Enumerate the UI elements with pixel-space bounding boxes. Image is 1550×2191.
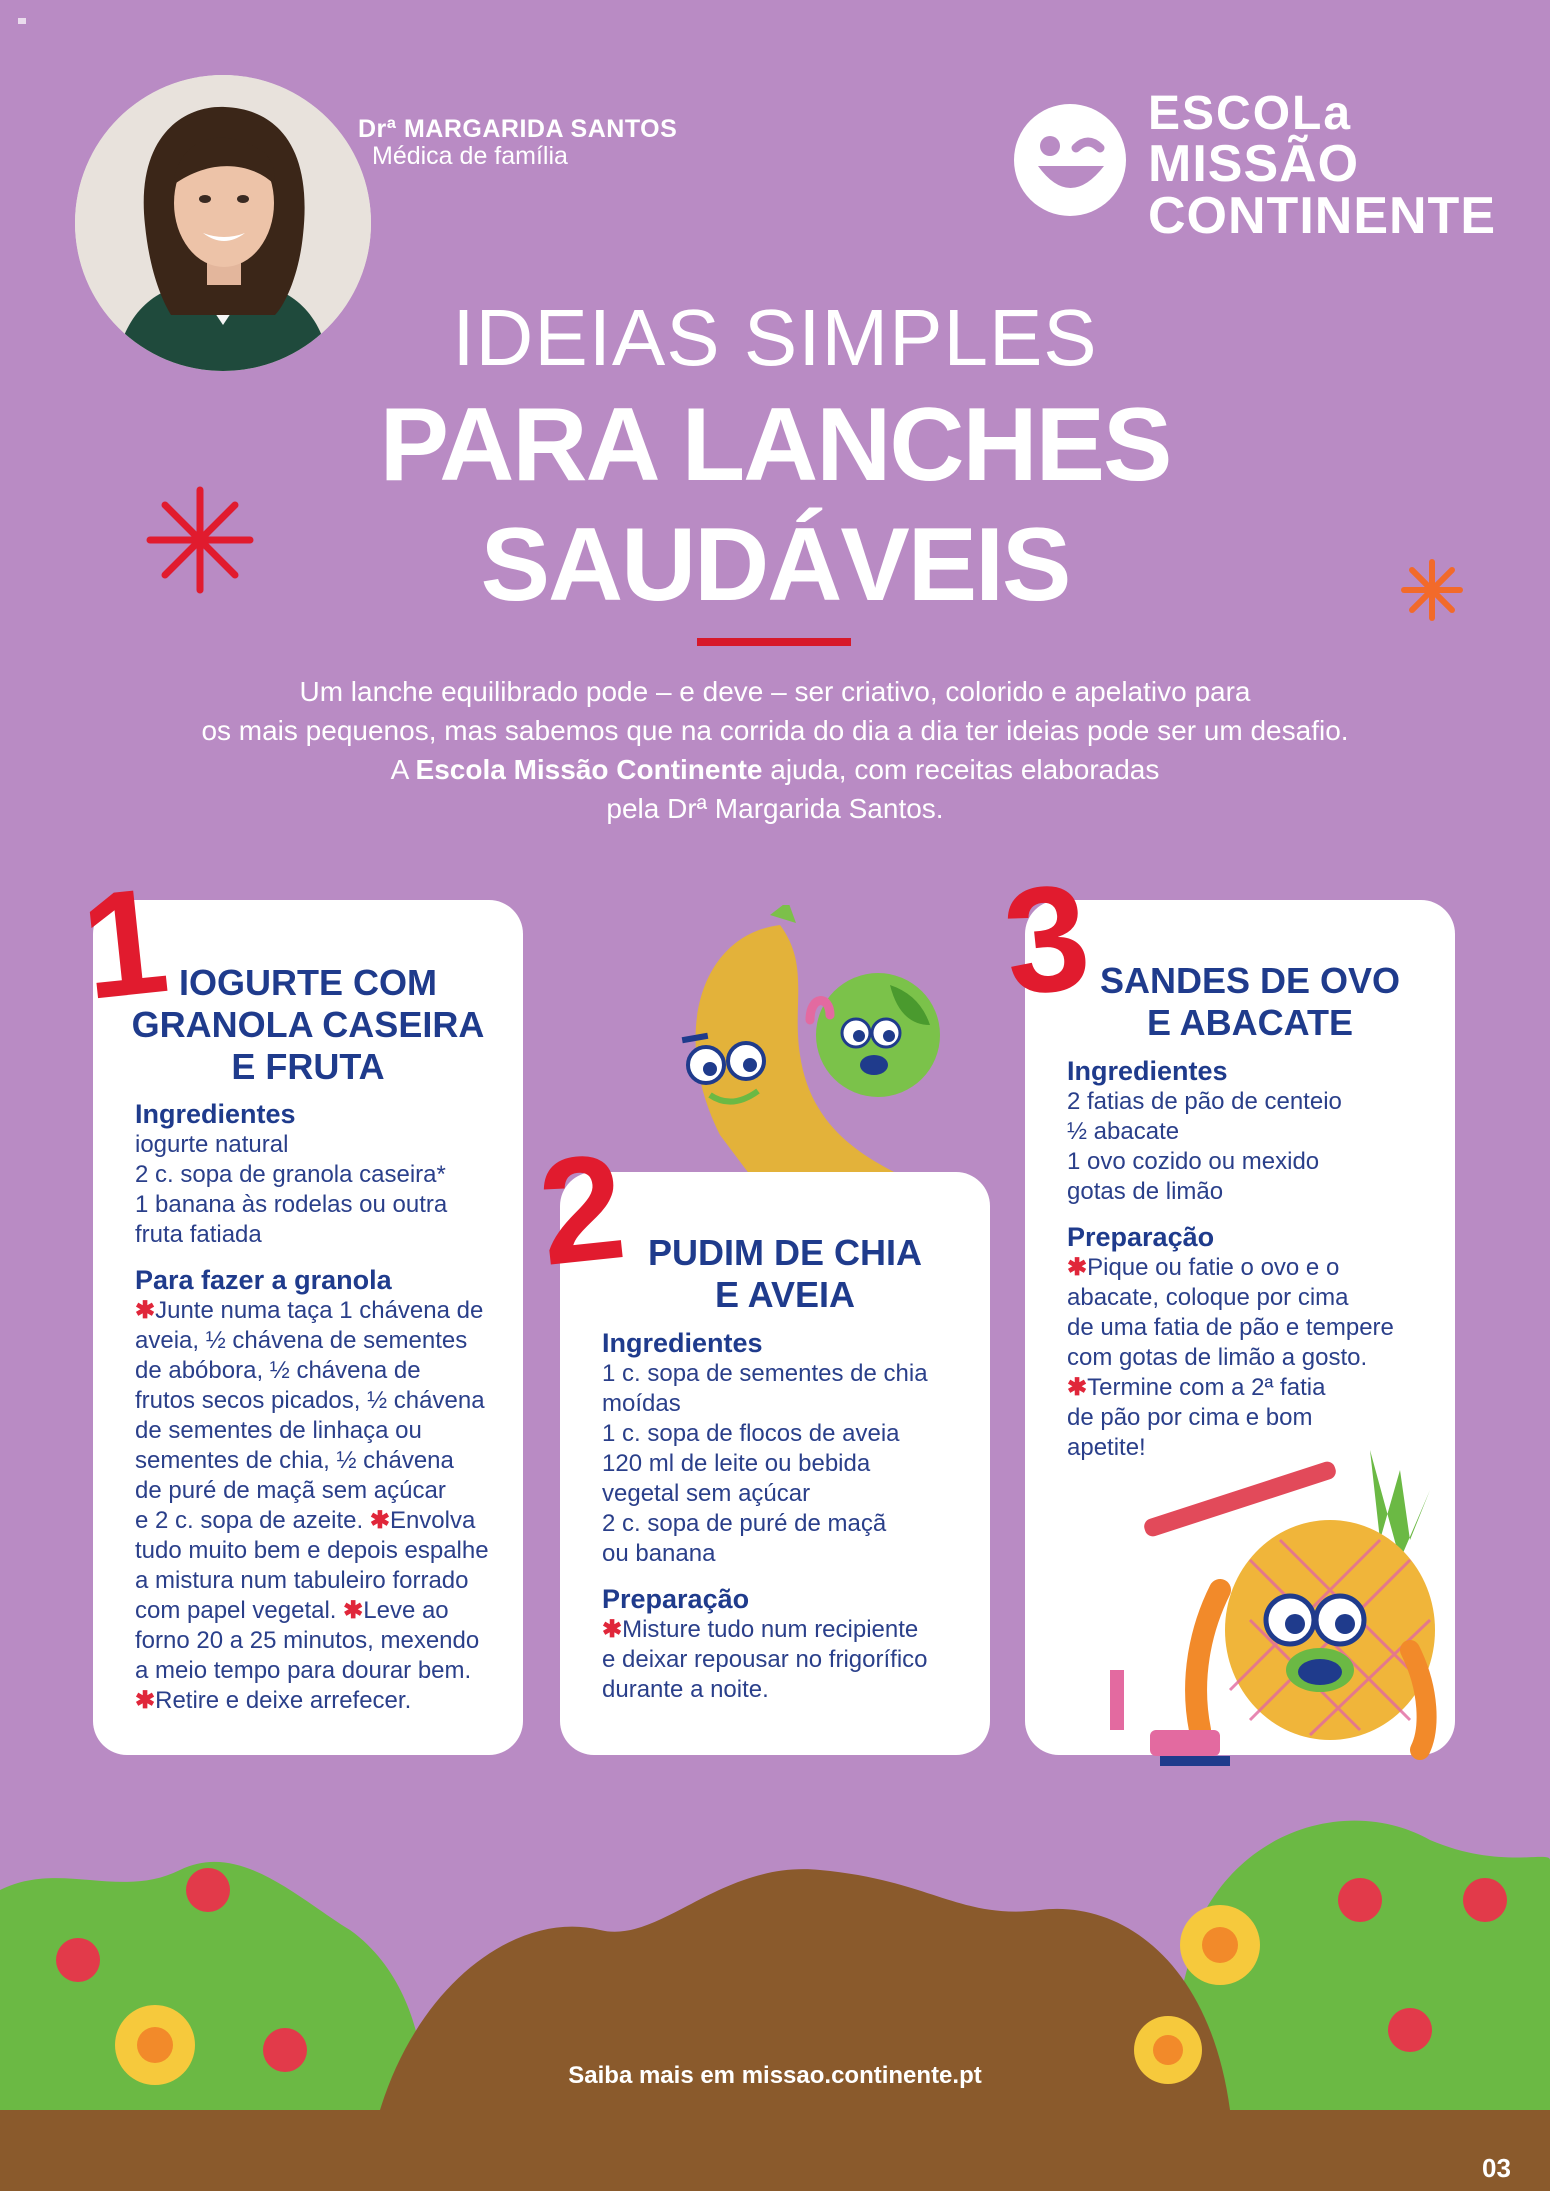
recipe-2-ingredient: 1 c. sopa de flocos de aveia bbox=[602, 1420, 900, 1447]
recipe-2-ingredient: 1 c. sopa de sementes de chia bbox=[602, 1360, 928, 1387]
recipe-1-step-line: aveia, ½ chávena de sementes bbox=[135, 1327, 468, 1354]
recipe-3-step-line: de uma fatia de pão e tempere bbox=[1067, 1314, 1394, 1341]
recipe-1-prep-label: Para fazer a granola bbox=[135, 1265, 392, 1295]
recipe-1-step-text: com papel vegetal. bbox=[135, 1597, 337, 1624]
recipe-1-step-line: de sementes de linhaça ou bbox=[135, 1417, 422, 1444]
recipe-1-step-line: forno 20 a 25 minutos, mexendo bbox=[135, 1627, 480, 1654]
garden-landscape-icon bbox=[0, 1780, 1550, 2191]
recipe-3-title-line-1: SANDES DE OVO bbox=[1099, 960, 1401, 1001]
recipe-1-step-text: Junte numa taça 1 chávena de bbox=[155, 1297, 484, 1324]
intro-line-1: Um lanche equilibrado pode – e deve – ser criativo, colorido e apelativo para bbox=[299, 676, 1251, 707]
recipe-1-ingredient: fruta fatiada bbox=[135, 1221, 262, 1248]
step-asterisk-icon: ✱ bbox=[369, 1507, 390, 1534]
step-asterisk-icon: ✱ bbox=[343, 1597, 364, 1624]
recipe-1-step bbox=[135, 1686, 503, 1716]
recipe-2-step-line: e deixar repousar no frigorífico bbox=[602, 1646, 928, 1673]
step-asterisk-icon: ✱ bbox=[602, 1616, 623, 1643]
recipe-3-ingredient: 1 ovo cozido ou mexido bbox=[1067, 1148, 1320, 1175]
intro-line-2: os mais pequenos, mas sabemos que na corrida do dia a dia ter ideias pode ser um desafio. bbox=[201, 715, 1349, 746]
step-asterisk-icon: ✱ bbox=[1067, 1374, 1088, 1401]
recipe-3-step-line: apetite! bbox=[1067, 1434, 1146, 1461]
intro-line-4: pela Drª Margarida Santos. bbox=[606, 793, 944, 824]
recipe-1-title-line-3: E FRUTA bbox=[231, 1046, 385, 1087]
recipe-1-title-line-2: GRANOLA CASEIRA bbox=[131, 1004, 485, 1045]
recipe-2-step bbox=[602, 1615, 970, 1645]
recipe-1-step-text: Leve ao bbox=[363, 1597, 449, 1624]
red-asterisk-icon bbox=[145, 485, 255, 595]
banana-apple-illustration-icon bbox=[660, 905, 950, 1185]
recipe-number-2: 2 bbox=[531, 1121, 632, 1297]
recipe-title-3 bbox=[1045, 960, 1455, 1044]
logo-line-3: CONTINENTE bbox=[1148, 187, 1496, 245]
recipe-1-ingredient: iogurte natural bbox=[135, 1131, 289, 1158]
recipe-3-step bbox=[1067, 1253, 1435, 1283]
recipe-2-ingredient: 120 ml de leite ou bebida bbox=[602, 1450, 871, 1477]
intro-line-3-post: ajuda, com receitas elaboradas bbox=[762, 754, 1160, 785]
recipe-2-body bbox=[602, 1327, 970, 1705]
recipe-1-step-text: Envolva bbox=[389, 1507, 476, 1534]
recipe-2-step-text: Misture tudo num recipiente bbox=[622, 1616, 919, 1643]
recipe-1-step-line: frutos secos picados, ½ chávena bbox=[135, 1387, 485, 1414]
title-line-1: IDEIAS SIMPLES bbox=[452, 293, 1098, 382]
recipe-3-step bbox=[1067, 1373, 1435, 1403]
recipe-2-title-line-2: E AVEIA bbox=[714, 1274, 856, 1315]
recipe-number-3: 3 bbox=[996, 851, 1097, 1027]
recipe-3-ingredient: 2 fatias de pão de centeio bbox=[1067, 1088, 1342, 1115]
recipe-3-ingredients-label: Ingredientes bbox=[1067, 1056, 1228, 1086]
recipe-3-step-text: Termine com a 2ª fatia bbox=[1087, 1374, 1326, 1401]
recipe-2-prep-label: Preparação bbox=[602, 1584, 750, 1614]
page-number: 03 bbox=[1482, 2153, 1511, 2183]
recipe-2-ingredients-label: Ingredientes bbox=[602, 1328, 763, 1358]
recipe-1-step-line: de puré de maçã sem açúcar bbox=[135, 1477, 446, 1504]
recipe-3-step-line: de pão por cima e bom bbox=[1067, 1404, 1313, 1431]
title-line-3: SAUDÁVEIS bbox=[480, 507, 1070, 623]
footer-link-text: Saiba mais em missao.continente.pt bbox=[568, 2062, 982, 2089]
recipe-1-ingredient: 2 c. sopa de granola caseira* bbox=[135, 1161, 446, 1188]
recipe-1-step-text: Retire e deixe arrefecer. bbox=[155, 1687, 412, 1714]
smiley-wink-icon bbox=[1010, 100, 1130, 220]
recipe-2-ingredient: 2 c. sopa de puré de maçã bbox=[602, 1510, 887, 1537]
logo-wordmark bbox=[1148, 87, 1496, 245]
recipe-card-2 bbox=[531, 1121, 990, 1755]
recipe-1-step-line: tudo muito bem e depois espalhe bbox=[135, 1537, 489, 1564]
title-line-2: PARA LANCHES bbox=[379, 387, 1171, 503]
recipe-1-step-line: de abóbora, ½ chávena de bbox=[135, 1357, 421, 1384]
doctor-role: Médica de família bbox=[372, 142, 568, 170]
corner-mark bbox=[18, 18, 26, 24]
intro-brand: Escola Missão Continente bbox=[415, 754, 763, 785]
recipe-2-ingredient: ou banana bbox=[602, 1540, 716, 1567]
recipe-3-step-text: Pique ou fatie o ovo e o bbox=[1087, 1254, 1340, 1281]
recipe-number-1: 1 bbox=[74, 855, 175, 1031]
recipe-1-step-line bbox=[135, 1506, 503, 1536]
recipe-3-ingredient: ½ abacate bbox=[1067, 1118, 1180, 1145]
recipe-2-title-line-1: PUDIM DE CHIA bbox=[647, 1232, 922, 1273]
doctor-name: Drª MARGARIDA SANTOS bbox=[358, 115, 678, 143]
logo-line-2: MISSÃO bbox=[1148, 135, 1360, 193]
recipe-1-ingredients-label: Ingredientes bbox=[135, 1099, 296, 1129]
recipe-2-ingredient: vegetal sem açúcar bbox=[602, 1480, 811, 1507]
recipe-1-step-line: a meio tempo para dourar bem. bbox=[135, 1657, 472, 1684]
recipe-3-step-line: com gotas de limão a gosto. bbox=[1067, 1344, 1368, 1371]
recipe-2-step-line: durante a noite. bbox=[602, 1676, 769, 1703]
recipe-3-body bbox=[1067, 1055, 1435, 1463]
step-asterisk-icon: ✱ bbox=[1067, 1254, 1088, 1281]
recipe-title-2 bbox=[580, 1232, 990, 1316]
recipe-1-body bbox=[135, 1098, 503, 1716]
recipe-1-title-line-1: IOGURTE COM bbox=[179, 962, 437, 1003]
recipe-1-step bbox=[135, 1296, 503, 1326]
step-asterisk-icon: ✱ bbox=[135, 1297, 156, 1324]
recipe-1-step-line bbox=[135, 1596, 503, 1626]
recipe-3-prep-label: Preparação bbox=[1067, 1222, 1215, 1252]
recipe-1-step-text: e 2 c. sopa de azeite. bbox=[135, 1507, 364, 1534]
logo-line-1: ESCOLa bbox=[1148, 87, 1353, 140]
recipe-3-title-line-2: E ABACATE bbox=[1147, 1002, 1353, 1043]
step-asterisk-icon: ✱ bbox=[135, 1687, 156, 1714]
intro-text bbox=[80, 672, 1470, 828]
orange-asterisk-icon bbox=[1400, 558, 1464, 622]
recipe-title-1 bbox=[93, 962, 523, 1088]
intro-line-3 bbox=[80, 750, 1470, 789]
pineapple-character-icon bbox=[1100, 1430, 1450, 1790]
recipe-3-ingredient: gotas de limão bbox=[1067, 1178, 1224, 1205]
title-divider bbox=[697, 638, 851, 646]
recipe-1-step-line: a mistura num tabuleiro forrado bbox=[135, 1567, 469, 1594]
recipe-2-ingredient: moídas bbox=[602, 1390, 681, 1417]
recipe-1-step-line: sementes de chia, ½ chávena bbox=[135, 1447, 454, 1474]
recipe-card-1 bbox=[74, 855, 523, 1755]
intro-line-3-pre: A bbox=[390, 754, 416, 785]
recipe-1-ingredient: 1 banana às rodelas ou outra bbox=[135, 1191, 448, 1218]
recipe-3-step-line: abacate, coloque por cima bbox=[1067, 1284, 1349, 1311]
